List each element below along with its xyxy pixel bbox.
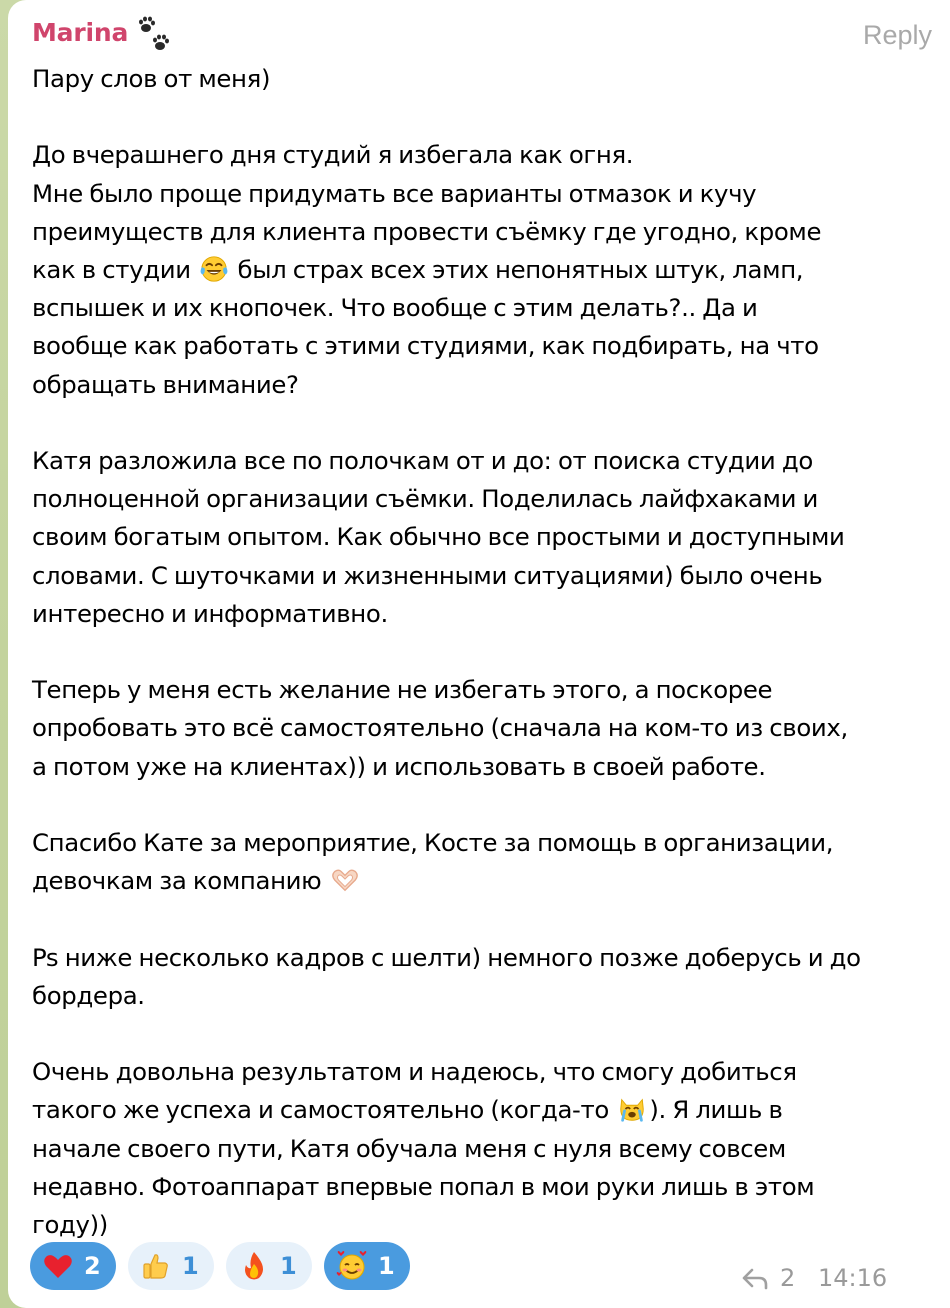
message-paragraph [32,446,845,628]
message-text-segment: Очень довольна результатом и надеюсь, что смогу добиться такого же успеха и самостоятельно (когда-то [32,1057,797,1125]
reaction-chip[interactable] [226,1242,312,1290]
message-paragraph [32,1057,814,1239]
message-paragraph [32,943,861,1010]
message-paragraph [32,675,848,780]
message-text-segment: ). Я лишь в начале своего пути, Катя обучала меня с нуля всему совсем недавно. Фотоаппарат впервые попал в мои руки лишь в этом году)) [32,1095,815,1240]
smiling-face-with-hearts-icon [336,1250,368,1282]
sender-name[interactable]: Marina [32,18,129,47]
red-heart-icon [42,1250,74,1282]
message-text [32,60,944,1244]
message-time: 14:16 [818,1264,888,1292]
message-paragraph [32,140,821,398]
message-text-segment: Теперь у меня есть желание не избегать этого, а поскорее опробовать это всё самостоятельно (сначала на ком-то из своих, а потом уже на клиентах)) и использовать в своей работе. [32,675,848,781]
reaction-chip[interactable] [128,1242,214,1290]
message-text-segment: был страх всех этих непонятных штук, ламп, вспышек и их кнопочек. Что вообще с этим делать?.. Да и вообще как работать с этими студиями, как подбирать, на что обращать внимание? [32,255,819,399]
reply-arrow-icon[interactable] [742,1268,768,1290]
reaction-count: 1 [182,1252,199,1280]
thumbs-up-icon [140,1250,172,1282]
message-paragraph [32,64,270,93]
tears-of-joy-icon [199,254,229,284]
crying-cat-icon [617,1094,647,1124]
reaction-count: 1 [378,1252,395,1280]
message-text-segment: Спасибо Кате за мероприятие, Косте за помощь в организации, девочкам за компанию [32,828,834,896]
message-paragraph [32,828,833,895]
message-header [32,14,932,58]
message-meta [742,1262,932,1298]
fire-icon [238,1250,270,1282]
heart-hands-icon [330,865,360,895]
reaction-chip[interactable] [30,1242,116,1290]
reaction-count: 2 [84,1252,101,1280]
message-text-segment: Пару слов от меня) [32,64,271,93]
reply-count[interactable]: 2 [780,1264,796,1292]
reaction-count: 1 [280,1252,297,1280]
paw-prints-icon [136,14,176,54]
message-text-segment: Катя разложила все по полочкам от и до: от поиска студии до полноценной организации съёмки. Поделилась лайфхаками и своим богатым опытом. Как обычно все простыми и доступными словами. С шуточками и жизненными ситуациями) было очень интересно и информативно. [32,446,845,628]
reaction-chip[interactable] [324,1242,410,1290]
message-bubble [8,0,950,1308]
message-text-segment: До вчерашнего дня студий я избегала как огня. Мне было проще придумать все варианты отмазок и кучу преимуществ для клиента провести съёмку где угодно, кроме как в студии [32,140,822,285]
message-text-segment: Ps ниже несколько кадров с шелти) немного позже доберусь и до бордера. [32,942,861,1010]
reply-button[interactable]: Reply [862,20,932,50]
